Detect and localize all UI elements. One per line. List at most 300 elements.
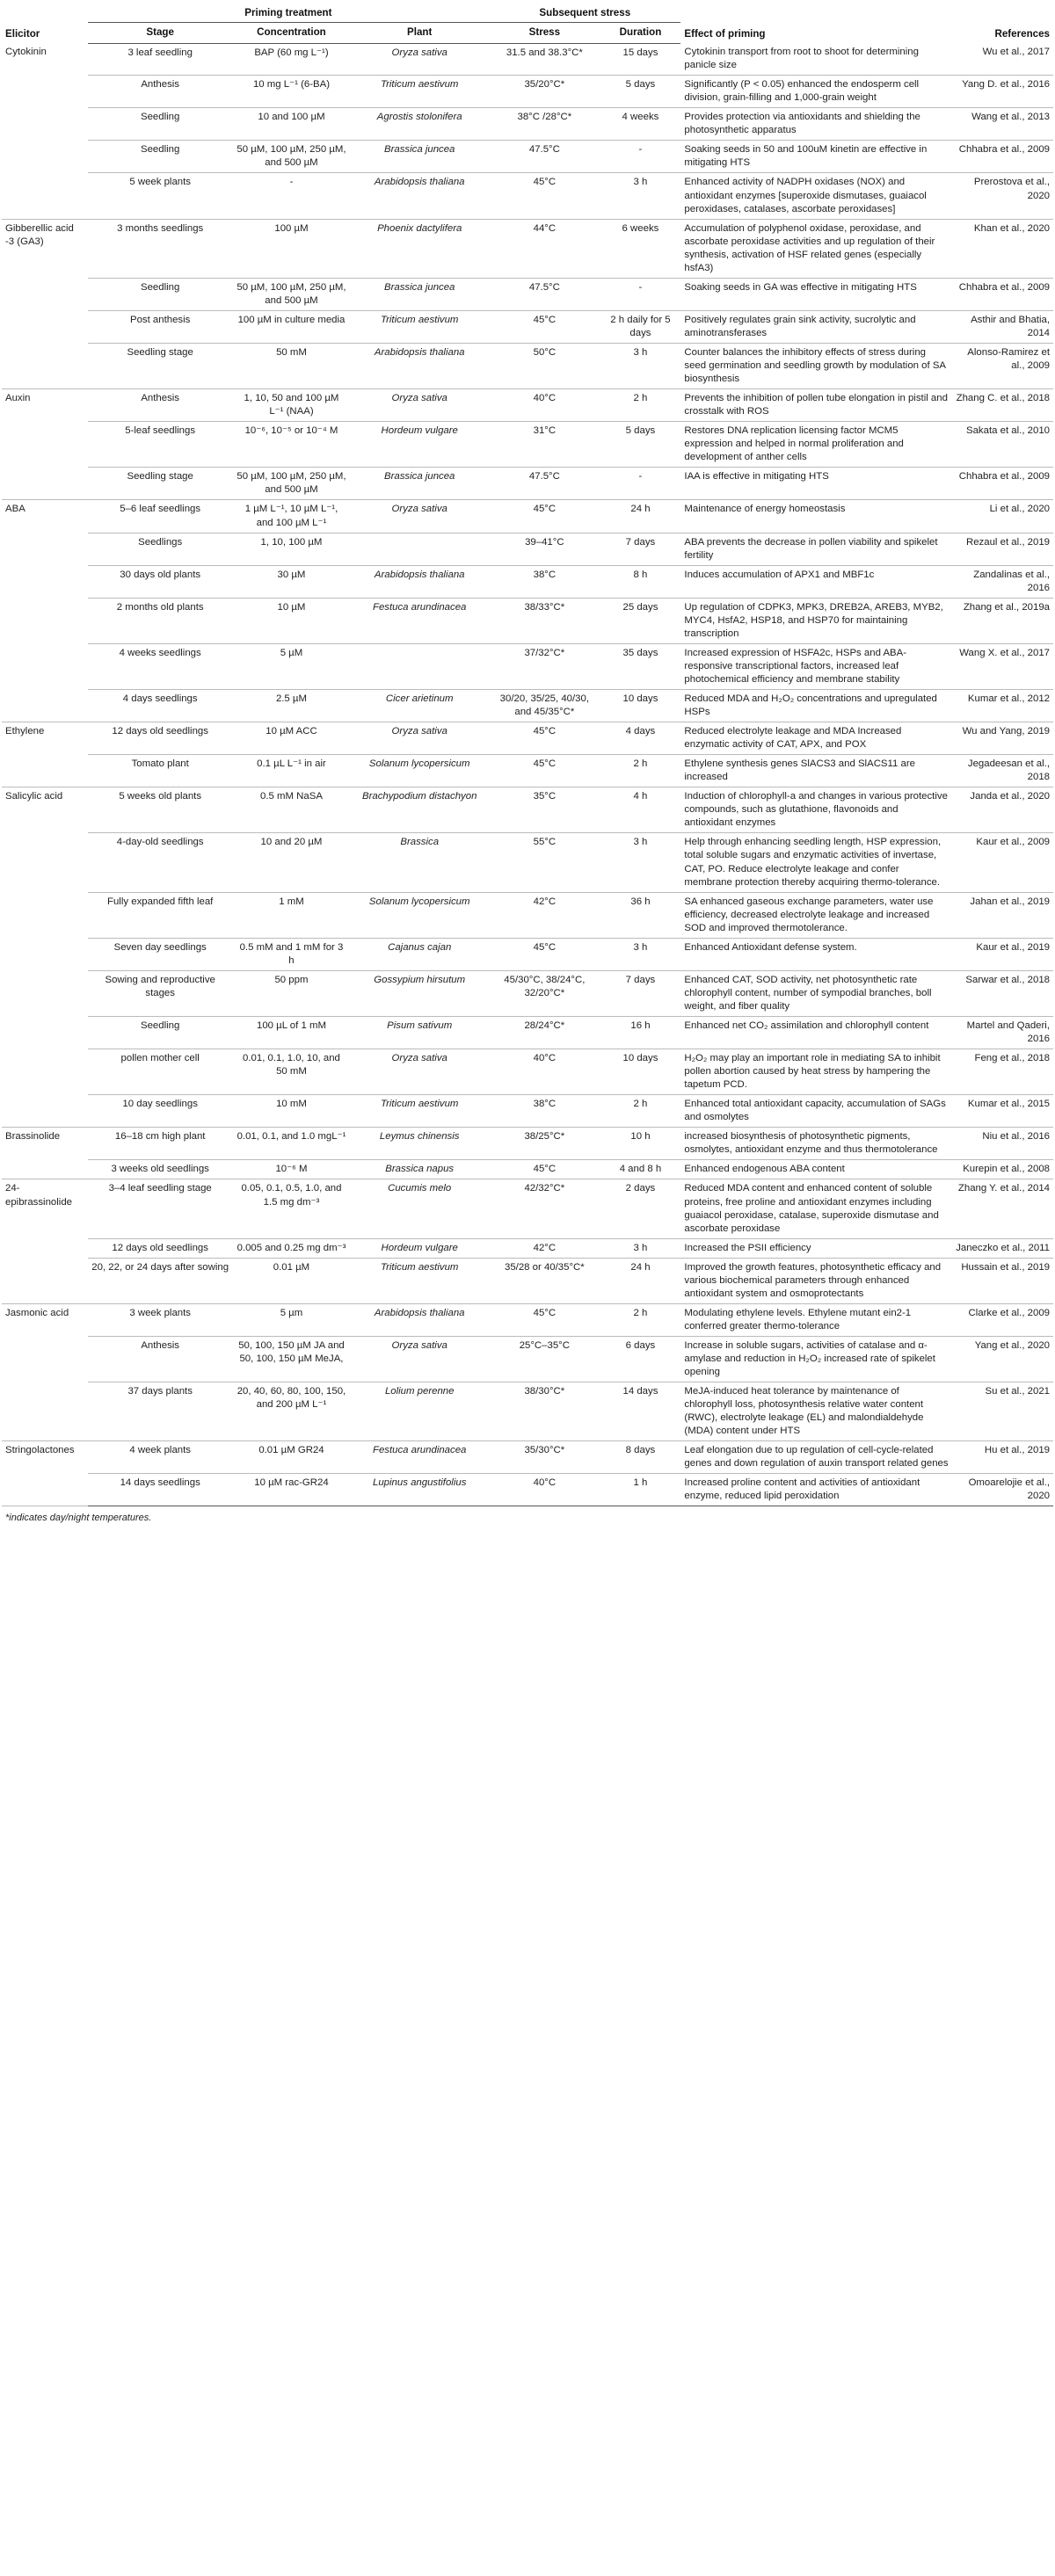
duration-cell: 2 days (600, 1179, 681, 1238)
reference-cell: Kumar et al., 2015 (952, 1095, 1053, 1128)
concentration-cell: 2.5 µM (233, 690, 351, 722)
table-row (2, 389, 1053, 422)
plant-cell (350, 643, 489, 689)
stage-cell: 10 day seedlings (88, 1095, 233, 1128)
table-footnote: *indicates day/night temperatures. (5, 1513, 152, 1524)
plant-cell: Brassica juncea (350, 278, 489, 310)
stress-cell: 35/30°C* (489, 1441, 600, 1474)
reference-cell: Zhang et al., 2019a (952, 598, 1053, 643)
reference-cell: Kumar et al., 2012 (952, 690, 1053, 722)
effect-cell: Increased expression of HSFA2c, HSPs and ABA-responsive transcriptional factors, increased leaf photochemical efficiency and membrane stability (680, 643, 952, 689)
duration-cell: 4 h (600, 787, 681, 833)
duration-cell: - (600, 468, 681, 500)
table-row (2, 108, 1053, 141)
effect-cell: Counter balances the inhibitory effects of stress during seed germination and seedling growth by modulation of SA biosynthesis (680, 343, 952, 388)
duration-cell: 3 h (600, 343, 681, 388)
plant-cell: Arabidopsis thaliana (350, 173, 489, 219)
elicitor-cell (2, 278, 88, 310)
concentration-cell: 10 and 20 µM (233, 833, 351, 892)
reference-cell: Janeczko et al., 2011 (952, 1238, 1053, 1258)
plant-cell: Oryza sativa (350, 722, 489, 755)
effect-cell: Increased the PSII efficiency (680, 1238, 952, 1258)
plant-cell: Solanum lycopersicum (350, 755, 489, 787)
plant-cell: Festuca arundinacea (350, 1441, 489, 1474)
concentration-cell: 0.01, 0.1, 1.0, 10, and 50 mM (233, 1049, 351, 1095)
table-row (2, 1049, 1053, 1095)
duration-cell: 10 h (600, 1128, 681, 1160)
elicitor-cell: Brassinolide (5, 1131, 61, 1143)
table-row (2, 722, 1053, 755)
reference-cell: Niu et al., 2016 (952, 1128, 1053, 1160)
table-row (2, 1474, 1053, 1506)
stress-cell: 45°C (489, 755, 600, 787)
reference-cell: Hu et al., 2019 (952, 1441, 1053, 1474)
table-row (2, 892, 1053, 938)
plant-cell: Leymus chinensis (350, 1128, 489, 1160)
duration-cell: 2 h (600, 1095, 681, 1128)
stage-cell: 12 days old seedlings (88, 1238, 233, 1258)
plant-cell: Cajanus cajan (350, 938, 489, 970)
elicitor-cell: Salicylic acid (5, 791, 63, 802)
elicitor-cell (2, 76, 88, 108)
stress-cell: 25°C–35°C (489, 1336, 600, 1382)
plant-cell: Oryza sativa (350, 1049, 489, 1095)
table-row (2, 500, 1053, 533)
stage-cell: 3–4 leaf seedling stage (88, 1179, 233, 1238)
concentration-cell: 100 µM in culture media (233, 310, 351, 343)
table-row (2, 310, 1053, 343)
stress-cell: 38°C /28°C* (489, 108, 600, 141)
stress-cell: 47.5°C (489, 468, 600, 500)
elicitor-cell (2, 1017, 88, 1049)
plant-cell: Festuca arundinacea (350, 598, 489, 643)
plant-cell: Oryza sativa (350, 389, 489, 422)
elicitor-cell: Stringolactones (5, 1445, 75, 1456)
stress-cell: 42/32°C* (489, 1179, 600, 1238)
concentration-cell: 50 µM, 100 µM, 250 µM, and 500 µM (233, 278, 351, 310)
concentration-cell: 10⁻⁶ M (233, 1160, 351, 1179)
stage-cell: 12 days old seedlings (88, 722, 233, 755)
table-row (2, 76, 1053, 108)
elicitor-cell (2, 938, 88, 970)
stress-cell: 45/30°C, 38/24°C, 32/20°C* (489, 970, 600, 1016)
plant-cell: Lupinus angustifolius (350, 1474, 489, 1506)
table-row (2, 173, 1053, 219)
effect-cell: Prevents the inhibition of pollen tube elongation in pistil and crosstalk with ROS (680, 389, 952, 422)
elicitor-cell: ABA (5, 504, 25, 515)
stress-cell: 31°C (489, 422, 600, 468)
table-row (2, 565, 1053, 598)
reference-cell: Zandalinas et al., 2016 (952, 565, 1053, 598)
header-stress: Stress (489, 23, 600, 43)
duration-cell: 8 h (600, 565, 681, 598)
elicitor-cell (2, 1238, 88, 1258)
stress-cell: 35°C (489, 787, 600, 833)
duration-cell: 24 h (600, 500, 681, 533)
concentration-cell: 20, 40, 60, 80, 100, 150, and 200 µM L⁻¹ (233, 1382, 351, 1441)
elicitor-cell (2, 173, 88, 219)
effect-cell: Leaf elongation due to up regulation of cell-cycle-related genes and down regulation of auxin transport related genes (680, 1441, 952, 1474)
duration-cell: 5 days (600, 76, 681, 108)
stage-cell: 5-leaf seedlings (88, 422, 233, 468)
elicitor-cell (2, 565, 88, 598)
table-row (2, 1017, 1053, 1049)
table-row (2, 598, 1053, 643)
stage-cell: 3 week plants (88, 1303, 233, 1336)
stress-cell: 42°C (489, 1238, 600, 1258)
plant-cell: Solanum lycopersicum (350, 892, 489, 938)
table-row (2, 643, 1053, 689)
concentration-cell: 10 µM (233, 598, 351, 643)
reference-cell: Chhabra et al., 2009 (952, 468, 1053, 500)
stage-cell: Anthesis (88, 1336, 233, 1382)
elicitor-cell: Gibberellic acid -3 (GA3) (5, 222, 74, 247)
plant-cell: Oryza sativa (350, 500, 489, 533)
elicitor-cell: Ethylene (5, 726, 45, 737)
duration-cell: 7 days (600, 970, 681, 1016)
elicitor-cell (2, 1095, 88, 1128)
concentration-cell: 50 mM (233, 343, 351, 388)
effect-cell: Significantly (P < 0.05) enhanced the endosperm cell division, grain-filling and 1,000-grain weight (680, 76, 952, 108)
concentration-cell: 0.05, 0.1, 0.5, 1.0, and 1.5 mg dm⁻³ (233, 1179, 351, 1238)
elicitor-cell: Cytokinin (5, 47, 47, 58)
concentration-cell: 0.5 mM and 1 mM for 3 h (233, 938, 351, 970)
stage-cell: Seedling stage (88, 468, 233, 500)
table-row (2, 1303, 1053, 1336)
duration-cell: 4 and 8 h (600, 1160, 681, 1179)
concentration-cell: 5 µM (233, 643, 351, 689)
duration-cell: 15 days (600, 43, 681, 76)
plant-cell: Triticum aestivum (350, 310, 489, 343)
duration-cell: 4 weeks (600, 108, 681, 141)
stress-cell: 39–41°C (489, 533, 600, 565)
duration-cell: 3 h (600, 1238, 681, 1258)
plant-cell: Brassica (350, 833, 489, 892)
plant-cell (350, 533, 489, 565)
effect-cell: Increased proline content and activities of antioxidant enzyme, reduced lipid peroxidation (680, 1474, 952, 1506)
stage-cell: 37 days plants (88, 1382, 233, 1441)
stage-cell: Tomato plant (88, 755, 233, 787)
plant-cell: Brachypodium distachyon (350, 787, 489, 833)
stage-cell: 4-day-old seedlings (88, 833, 233, 892)
concentration-cell: BAP (60 mg L⁻¹) (233, 43, 351, 76)
stage-cell: 2 months old plants (88, 598, 233, 643)
stage-cell: 5 week plants (88, 173, 233, 219)
duration-cell: 3 h (600, 833, 681, 892)
reference-cell: Clarke et al., 2009 (952, 1303, 1053, 1336)
table-row (2, 833, 1053, 892)
concentration-cell: 0.01, 0.1, and 1.0 mgL⁻¹ (233, 1128, 351, 1160)
stage-cell: 3 leaf seedling (88, 43, 233, 76)
concentration-cell: 0.1 µL L⁻¹ in air (233, 755, 351, 787)
concentration-cell: - (233, 173, 351, 219)
reference-cell: Zhang C. et al., 2018 (952, 389, 1053, 422)
effect-cell: Modulating ethylene levels. Ethylene mutant ein2-1 conferred greater thermo-tolerance (680, 1303, 952, 1336)
elicitor-cell (2, 422, 88, 468)
duration-cell: - (600, 278, 681, 310)
stress-cell: 31.5 and 38.3°C* (489, 43, 600, 76)
header-references: References (994, 27, 1050, 40)
effect-cell: Up regulation of CDPK3, MPK3, DREB2A, AREB3, MYB2, MYC4, HsfA2, HSP18, and HSP70 for maintaining transcription (680, 598, 952, 643)
effect-cell: MeJA-induced heat tolerance by maintenance of chlorophyll loss, photosynthesis relative water content (RWC), electrolyte leakage (EL) and malondialdehyde (MDA) content under HTS (680, 1382, 952, 1441)
duration-cell: 6 days (600, 1336, 681, 1382)
stress-cell: 40°C (489, 1474, 600, 1506)
stage-cell: 4 week plants (88, 1441, 233, 1474)
concentration-cell: 10 µM rac-GR24 (233, 1474, 351, 1506)
concentration-cell: 10⁻⁶, 10⁻⁵ or 10⁻⁴ M (233, 422, 351, 468)
elicitor-cell (2, 1382, 88, 1441)
reference-cell: Khan et al., 2020 (952, 219, 1053, 278)
concentration-cell: 10 mg L⁻¹ (6-BA) (233, 76, 351, 108)
plant-cell: Brassica juncea (350, 468, 489, 500)
elicitor-cell (2, 1258, 88, 1303)
stress-cell: 40°C (489, 389, 600, 422)
effect-cell: Enhanced endogenous ABA content (680, 1160, 952, 1179)
reference-cell: Yang D. et al., 2016 (952, 76, 1053, 108)
table-row (2, 422, 1053, 468)
stress-cell: 38°C (489, 1095, 600, 1128)
reference-cell: Hussain et al., 2019 (952, 1258, 1053, 1303)
elicitor-cell: Jasmonic acid (5, 1307, 69, 1318)
elicitor-cell (2, 533, 88, 565)
table-row (2, 1258, 1053, 1303)
plant-cell: Triticum aestivum (350, 76, 489, 108)
effect-cell: Induction of chlorophyll-a and changes in various protective compounds, such as glutathione, flavonoids and antioxidant enzymes (680, 787, 952, 833)
concentration-cell: 0.01 µM GR24 (233, 1441, 351, 1474)
elicitor-cell (2, 1049, 88, 1095)
reference-cell: Sarwar et al., 2018 (952, 970, 1053, 1016)
elicitor-cell (2, 598, 88, 643)
reference-cell: Chhabra et al., 2009 (952, 278, 1053, 310)
stress-cell: 47.5°C (489, 278, 600, 310)
stage-cell: Anthesis (88, 389, 233, 422)
stage-cell: Seedling (88, 141, 233, 173)
effect-cell: Restores DNA replication licensing factor MCM5 expression and helped in normal proliferation and development of anther cells (680, 422, 952, 468)
header-concentration: Concentration (233, 23, 351, 43)
duration-cell: 6 weeks (600, 219, 681, 278)
duration-cell: 2 h daily for 5 days (600, 310, 681, 343)
table-row (2, 1128, 1053, 1160)
concentration-cell: 10 mM (233, 1095, 351, 1128)
concentration-cell: 1 µM L⁻¹, 10 µM L⁻¹, and 100 µM L⁻¹ (233, 500, 351, 533)
concentration-cell: 50 µM, 100 µM, 250 µM, and 500 µM (233, 141, 351, 173)
reference-cell: Chhabra et al., 2009 (952, 141, 1053, 173)
table-row (2, 278, 1053, 310)
duration-cell: 10 days (600, 1049, 681, 1095)
stage-cell: 14 days seedlings (88, 1474, 233, 1506)
elicitor-cell (2, 690, 88, 722)
effect-cell: Enhanced net CO₂ assimilation and chlorophyll content (680, 1017, 952, 1049)
plant-cell: Gossypium hirsutum (350, 970, 489, 1016)
reference-cell: Kaur et al., 2019 (952, 938, 1053, 970)
effect-cell: H₂O₂ may play an important role in mediating SA to inhibit pollen abortion caused by heat stress by hampering the tapetum PCD. (680, 1049, 952, 1095)
effect-cell: Cytokinin transport from root to shoot for determining panicle size (680, 43, 952, 76)
effect-cell: increased biosynthesis of photosynthetic pigments, osmolytes, antioxidant enzyme and thus thermotolerance (680, 1128, 952, 1160)
elicitor-cell (2, 755, 88, 787)
header-priming-treatment: Priming treatment (244, 7, 332, 18)
reference-cell: Zhang Y. et al., 2014 (952, 1179, 1053, 1238)
table-row (2, 43, 1053, 76)
header-stage: Stage (88, 23, 233, 43)
duration-cell: 24 h (600, 1258, 681, 1303)
plant-cell: Hordeum vulgare (350, 422, 489, 468)
plant-cell: Brassica napus (350, 1160, 489, 1179)
reference-cell: Rezaul et al., 2019 (952, 533, 1053, 565)
concentration-cell: 10 µM ACC (233, 722, 351, 755)
table-row (2, 343, 1053, 388)
stage-cell: 20, 22, or 24 days after sowing (88, 1258, 233, 1303)
stage-cell: 30 days old plants (88, 565, 233, 598)
concentration-cell: 0.01 µM (233, 1258, 351, 1303)
elicitor-cell (2, 108, 88, 141)
stress-cell: 45°C (489, 173, 600, 219)
reference-cell: Jegadeesan et al., 2018 (952, 755, 1053, 787)
duration-cell: 5 days (600, 422, 681, 468)
stage-cell: 5–6 leaf seedlings (88, 500, 233, 533)
effect-cell: Soaking seeds in GA was effective in mitigating HTS (680, 278, 952, 310)
stress-cell: 50°C (489, 343, 600, 388)
effect-cell: Enhanced activity of NADPH oxidases (NOX) and antioxidant enzymes [superoxide dismutases, guaiacol peroxidases, catalases, ascorbate peroxidases] (680, 173, 952, 219)
reference-cell: Wu and Yang, 2019 (952, 722, 1053, 755)
effect-cell: Accumulation of polyphenol oxidase, peroxidase, and ascorbate peroxidase activities and up regulation of their synthesis, activation of HSF related genes (especially hsfA3) (680, 219, 952, 278)
effect-cell: Induces accumulation of APX1 and MBF1c (680, 565, 952, 598)
concentration-cell: 0.5 mM NaSA (233, 787, 351, 833)
stage-cell: Seedling (88, 108, 233, 141)
stress-cell: 38/25°C* (489, 1128, 600, 1160)
elicitor-cell (2, 310, 88, 343)
effect-cell: Provides protection via antioxidants and shielding the photosynthetic apparatus (680, 108, 952, 141)
stress-cell: 35/28 or 40/35°C* (489, 1258, 600, 1303)
elicitor-cell (2, 1336, 88, 1382)
duration-cell: 36 h (600, 892, 681, 938)
reference-cell: Kurepin et al., 2008 (952, 1160, 1053, 1179)
header-duration: Duration (600, 23, 681, 43)
stress-cell: 45°C (489, 938, 600, 970)
effect-cell: Soaking seeds in 50 and 100uM kinetin are effective in mitigating HTS (680, 141, 952, 173)
reference-cell: Kaur et al., 2009 (952, 833, 1053, 892)
concentration-cell: 1 mM (233, 892, 351, 938)
stress-cell: 42°C (489, 892, 600, 938)
plant-cell: Cicer arietinum (350, 690, 489, 722)
duration-cell: 3 h (600, 938, 681, 970)
table-row (2, 1441, 1053, 1474)
effect-cell: Increase in soluble sugars, activities of catalase and α-amylase and reduction in H₂O₂ increased rate of spikelet opening (680, 1336, 952, 1382)
effect-cell: Help through enhancing seedling length, HSP expression, total soluble sugars and enzymatic activities of invertase, CAT, PO. Reduce electrolyte leakage and confer membrane protection thereby acquiring thermo-tolerance. (680, 833, 952, 892)
elicitor-cell: 24-epibrassinolide (5, 1183, 72, 1208)
stress-cell: 38°C (489, 565, 600, 598)
effect-cell: Reduced MDA and H₂O₂ concentrations and upregulated HSPs (680, 690, 952, 722)
plant-cell: Arabidopsis thaliana (350, 1303, 489, 1336)
duration-cell: 2 h (600, 389, 681, 422)
plant-cell: Triticum aestivum (350, 1095, 489, 1128)
plant-cell: Pisum sativum (350, 1017, 489, 1049)
stage-cell: Seedling (88, 1017, 233, 1049)
reference-cell: Martel and Qaderi, 2016 (952, 1017, 1053, 1049)
reference-cell: Asthir and Bhatia, 2014 (952, 310, 1053, 343)
concentration-cell: 50 ppm (233, 970, 351, 1016)
stress-cell: 30/20, 35/25, 40/30, and 45/35°C* (489, 690, 600, 722)
reference-cell: Jahan et al., 2019 (952, 892, 1053, 938)
reference-cell: Janda et al., 2020 (952, 787, 1053, 833)
concentration-cell: 30 µM (233, 565, 351, 598)
stress-cell: 38/30°C* (489, 1382, 600, 1441)
concentration-cell: 1, 10, 50 and 100 µM L⁻¹ (NAA) (233, 389, 351, 422)
effect-cell: Ethylene synthesis genes SlACS3 and SlACS11 are increased (680, 755, 952, 787)
concentration-cell: 0.005 and 0.25 mg dm⁻³ (233, 1238, 351, 1258)
effect-cell: Reduced electrolyte leakage and MDA Increased enzymatic activity of CAT, APX, and POX (680, 722, 952, 755)
table-row (2, 219, 1053, 278)
plant-cell: Agrostis stolonifera (350, 108, 489, 141)
concentration-cell: 10 and 100 µM (233, 108, 351, 141)
duration-cell: 7 days (600, 533, 681, 565)
elicitor-cell (2, 643, 88, 689)
table-row (2, 755, 1053, 787)
stress-cell: 44°C (489, 219, 600, 278)
table-row (2, 1179, 1053, 1238)
effect-cell: Enhanced Antioxidant defense system. (680, 938, 952, 970)
elicitor-cell (2, 1474, 88, 1506)
elicitor-cell (2, 970, 88, 1016)
duration-cell: - (600, 141, 681, 173)
table-row (2, 970, 1053, 1016)
stage-cell: 5 weeks old plants (88, 787, 233, 833)
table-header (2, 0, 1053, 43)
table-row (2, 787, 1053, 833)
header-effect: Effect of priming (684, 27, 766, 40)
stress-cell: 45°C (489, 1160, 600, 1179)
table-row (2, 1095, 1053, 1128)
plant-cell: Oryza sativa (350, 43, 489, 76)
duration-cell: 35 days (600, 643, 681, 689)
stage-cell: Seedlings (88, 533, 233, 565)
plant-cell: Phoenix dactylifera (350, 219, 489, 278)
stress-cell: 45°C (489, 500, 600, 533)
plant-cell: Brassica juncea (350, 141, 489, 173)
reference-cell: Feng et al., 2018 (952, 1049, 1053, 1095)
reference-cell: Yang et al., 2020 (952, 1336, 1053, 1382)
table-row (2, 1336, 1053, 1382)
elicitor-cell (2, 468, 88, 500)
stage-cell: pollen mother cell (88, 1049, 233, 1095)
reference-cell: Wang et al., 2013 (952, 108, 1053, 141)
duration-cell: 10 days (600, 690, 681, 722)
effect-cell: Maintenance of energy homeostasis (680, 500, 952, 533)
table-row (2, 141, 1053, 173)
reference-cell: Wu et al., 2017 (952, 43, 1053, 76)
reference-cell: Sakata et al., 2010 (952, 422, 1053, 468)
effect-cell: Positively regulates grain sink activity, sucrolytic and aminotransferases (680, 310, 952, 343)
stress-cell: 40°C (489, 1049, 600, 1095)
stage-cell: 4 weeks seedlings (88, 643, 233, 689)
table-row (2, 690, 1053, 722)
duration-cell: 2 h (600, 1303, 681, 1336)
stage-cell: Seedling stage (88, 343, 233, 388)
duration-cell: 25 days (600, 598, 681, 643)
stage-cell: 3 weeks old seedlings (88, 1160, 233, 1179)
effect-cell: Reduced MDA content and enhanced content of soluble proteins, free proline and antioxidant enzymes including guaiacol peroxidase, catalase, superoxide dismutase and ascorbate peroxidase (680, 1179, 952, 1238)
stage-cell: Anthesis (88, 76, 233, 108)
elicitor-cell (2, 1160, 88, 1179)
priming-table (2, 0, 1053, 1506)
plant-cell: Lolium perenne (350, 1382, 489, 1441)
stage-cell: Post anthesis (88, 310, 233, 343)
duration-cell: 3 h (600, 173, 681, 219)
plant-cell: Cucumis melo (350, 1179, 489, 1238)
reference-cell: Omoarelojie et al., 2020 (952, 1474, 1053, 1506)
stress-cell: 38/33°C* (489, 598, 600, 643)
stage-cell: Seven day seedlings (88, 938, 233, 970)
stress-cell: 37/32°C* (489, 643, 600, 689)
